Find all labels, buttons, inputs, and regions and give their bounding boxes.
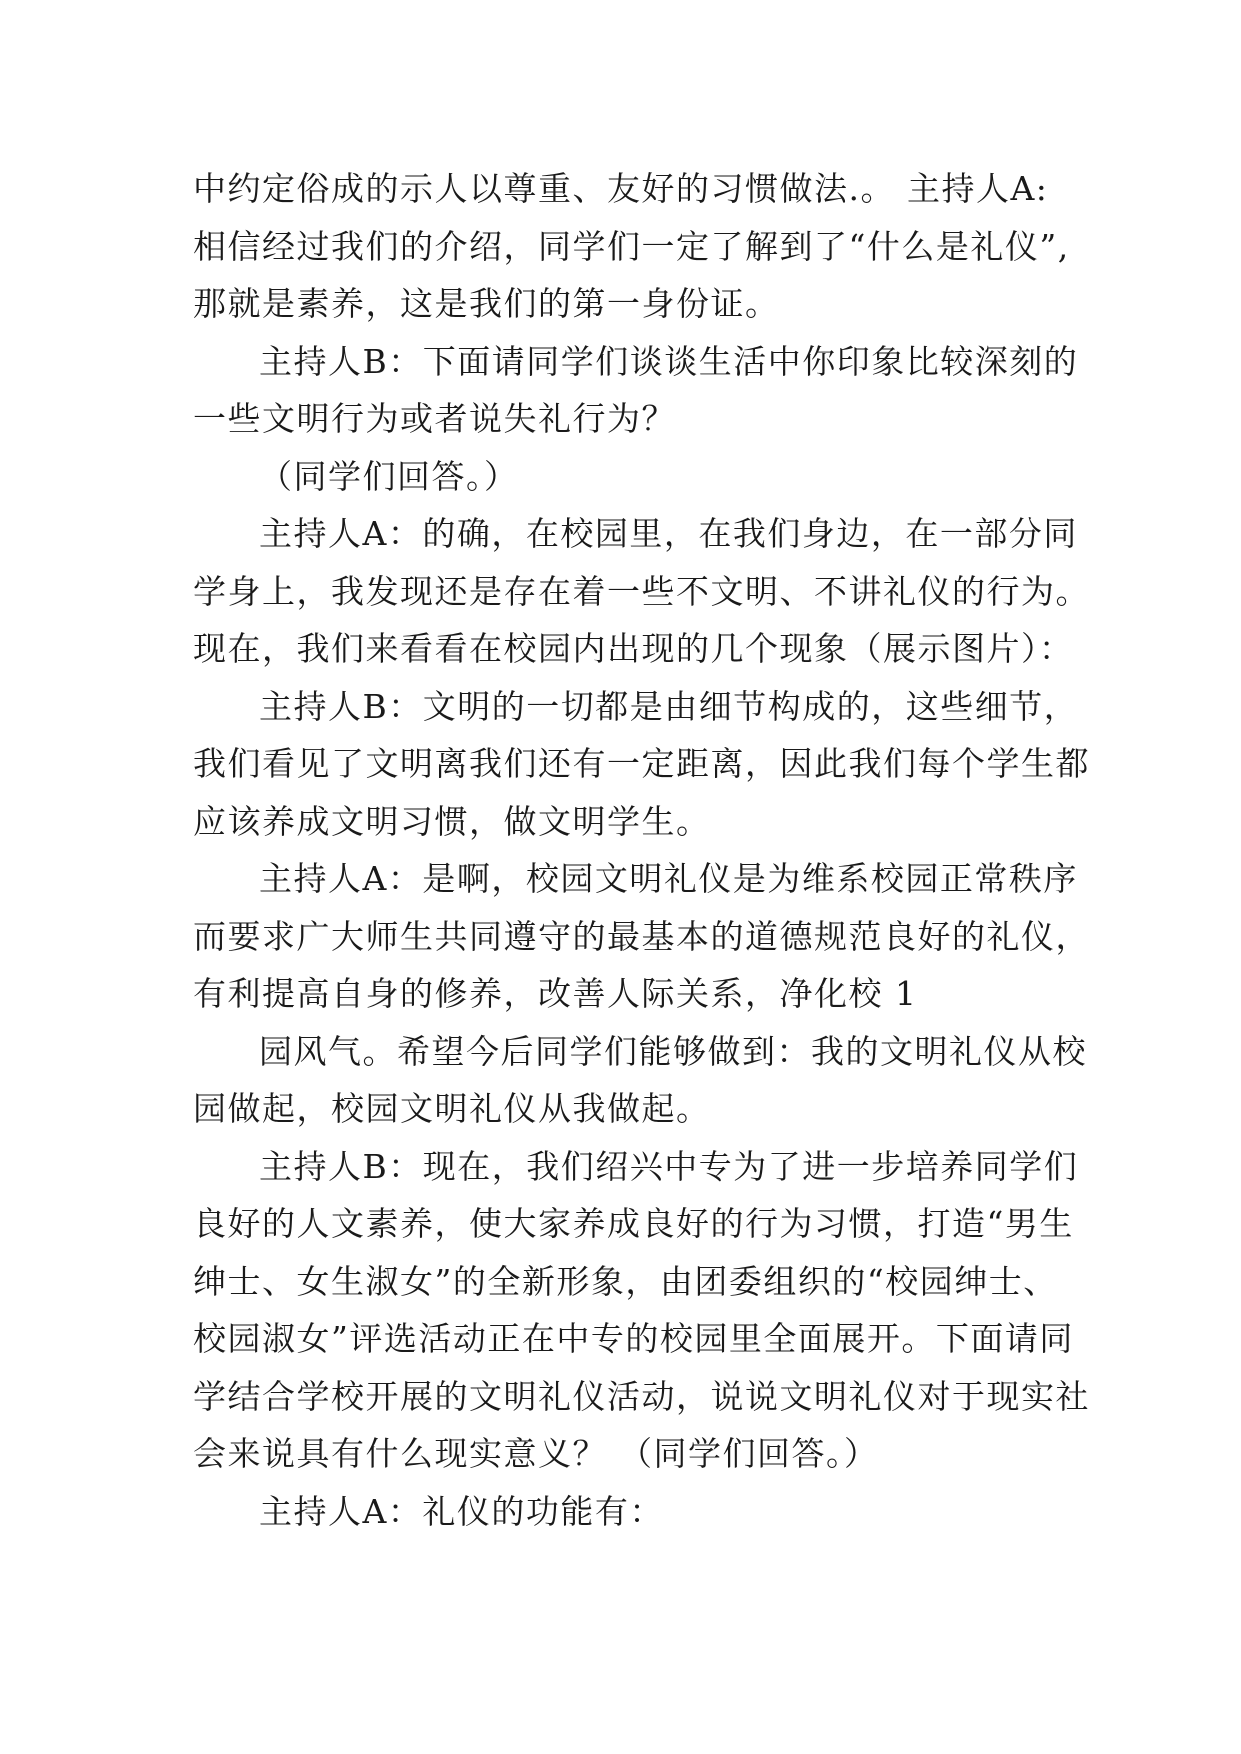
text-line: 而要求广大师生共同遵守的最基本的道德规范良好的礼仪， (193, 916, 1090, 956)
text-line: 有利提高自身的修养，改善人际关系，净化校 1 (193, 974, 918, 1013)
text-line: 园做起，校园文明礼仪从我做起。 (193, 1089, 711, 1128)
text-line: 学结合学校开展的文明礼仪活动，说说文明礼仪对于现实社 (193, 1376, 1090, 1416)
text-line: 主持人A：的确，在校园里，在我们身边，在一部分同 (259, 514, 1078, 553)
text-line: 主持人B：下面请同学们谈谈生活中你印象比较深刻的 (259, 341, 1079, 381)
text-line: 良好的人文素养，使大家养成良好的行为习惯，打造“男生 (193, 1204, 1074, 1243)
text-line: 绅士、女生淑女”的全新形象，由团委组织的“校园绅士、 (193, 1261, 1058, 1301)
text-line: 主持人B：现在，我们绍兴中专为了进一步培养同学们 (259, 1146, 1079, 1186)
text-line: 主持人B：文明的一切都是由细节构成的，这些细节， (259, 686, 1079, 726)
text-line: 中约定俗成的示人以尊重、友好的习惯做法.。 主持人A: (193, 169, 1049, 208)
text-line: 学身上，我发现还是存在着一些不文明、不讲礼仪的行为。 (193, 571, 1090, 611)
text-line: 主持人A：礼仪的功能有： (259, 1491, 664, 1531)
text-line: （同学们回答。） (259, 456, 519, 496)
text-line: 校园淑女”评选活动正在中专的校园里全面展开。下面请同 (193, 1319, 1074, 1358)
document-body (193, 160, 1090, 1540)
text-line: 现在，我们来看看在校园内出现的几个现象（展示图片）： (193, 629, 1074, 668)
text-line: 我们看见了文明离我们还有一定距离，因此我们每个学生都 (193, 744, 1090, 783)
text-line: 园风气。希望今后同学们能够做到：我的文明礼仪从校 (259, 1031, 1087, 1071)
text-line: 会来说具有什么现实意义？ （同学们回答。） (193, 1434, 879, 1473)
text-line: 一些文明行为或者说失礼行为？ (193, 399, 676, 438)
text-line: 应该养成文明习惯，做文明学生。 (193, 801, 711, 841)
text-line: 主持人A：是啊，校园文明礼仪是为维系校园正常秩序 (259, 859, 1078, 898)
text-line: 相信经过我们的介绍，同学们一定了解到了“什么是礼仪”, (193, 226, 1070, 266)
text-line: 那就是素养，这是我们的第一身份证。 (193, 284, 780, 323)
